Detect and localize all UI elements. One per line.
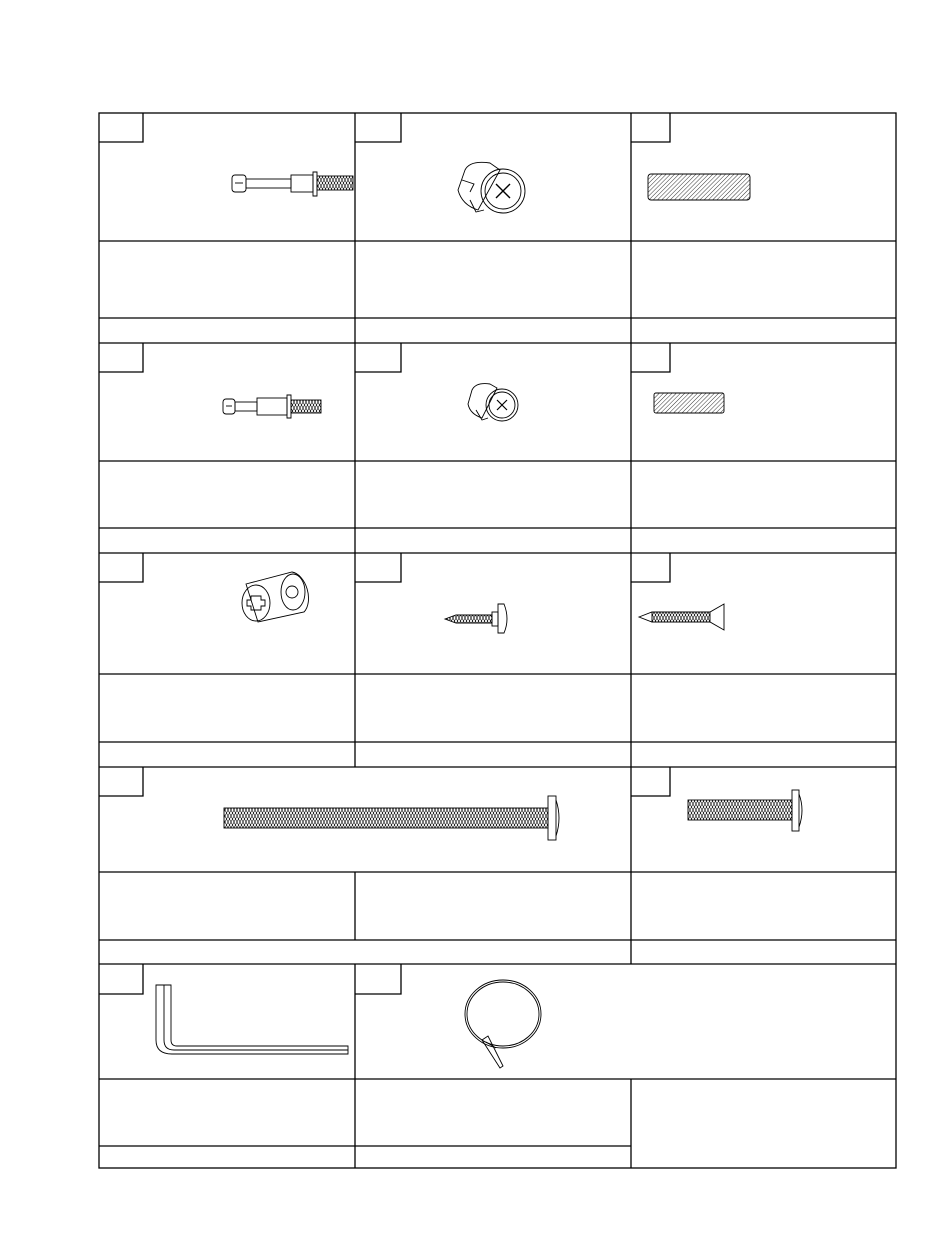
wafer-head-screw-drawing xyxy=(445,604,507,633)
label-box-11 xyxy=(631,767,670,796)
label-box-3 xyxy=(631,113,670,142)
label-box-2 xyxy=(355,113,401,142)
cam-bolt-short-drawing xyxy=(223,395,321,418)
label-box-10 xyxy=(99,767,143,796)
allen-key-drawing xyxy=(156,985,348,1054)
label-box-5 xyxy=(355,343,401,372)
cam-lock-small-drawing xyxy=(468,384,518,421)
label-box-1 xyxy=(99,113,143,142)
cam-bolt-long-drawing xyxy=(232,172,353,196)
parts-grid xyxy=(99,113,896,1168)
label-box-13 xyxy=(355,964,401,994)
machine-bolt-short-drawing xyxy=(688,790,802,831)
anti-tip-wire-drawing xyxy=(465,980,541,1068)
label-box-9 xyxy=(631,553,670,582)
label-box-8 xyxy=(355,553,401,582)
flat-head-wood-screw-drawing xyxy=(639,604,724,630)
machine-bolt-long-drawing xyxy=(224,796,559,840)
cam-lock-large-drawing xyxy=(458,162,525,213)
wood-dowel-long-drawing xyxy=(648,174,750,200)
label-box-4 xyxy=(99,343,143,372)
barrel-nut-drawing xyxy=(242,572,309,622)
label-box-12 xyxy=(99,964,143,994)
label-box-6 xyxy=(631,343,670,372)
wood-dowel-short-drawing xyxy=(654,393,724,413)
label-box-7 xyxy=(99,553,143,582)
